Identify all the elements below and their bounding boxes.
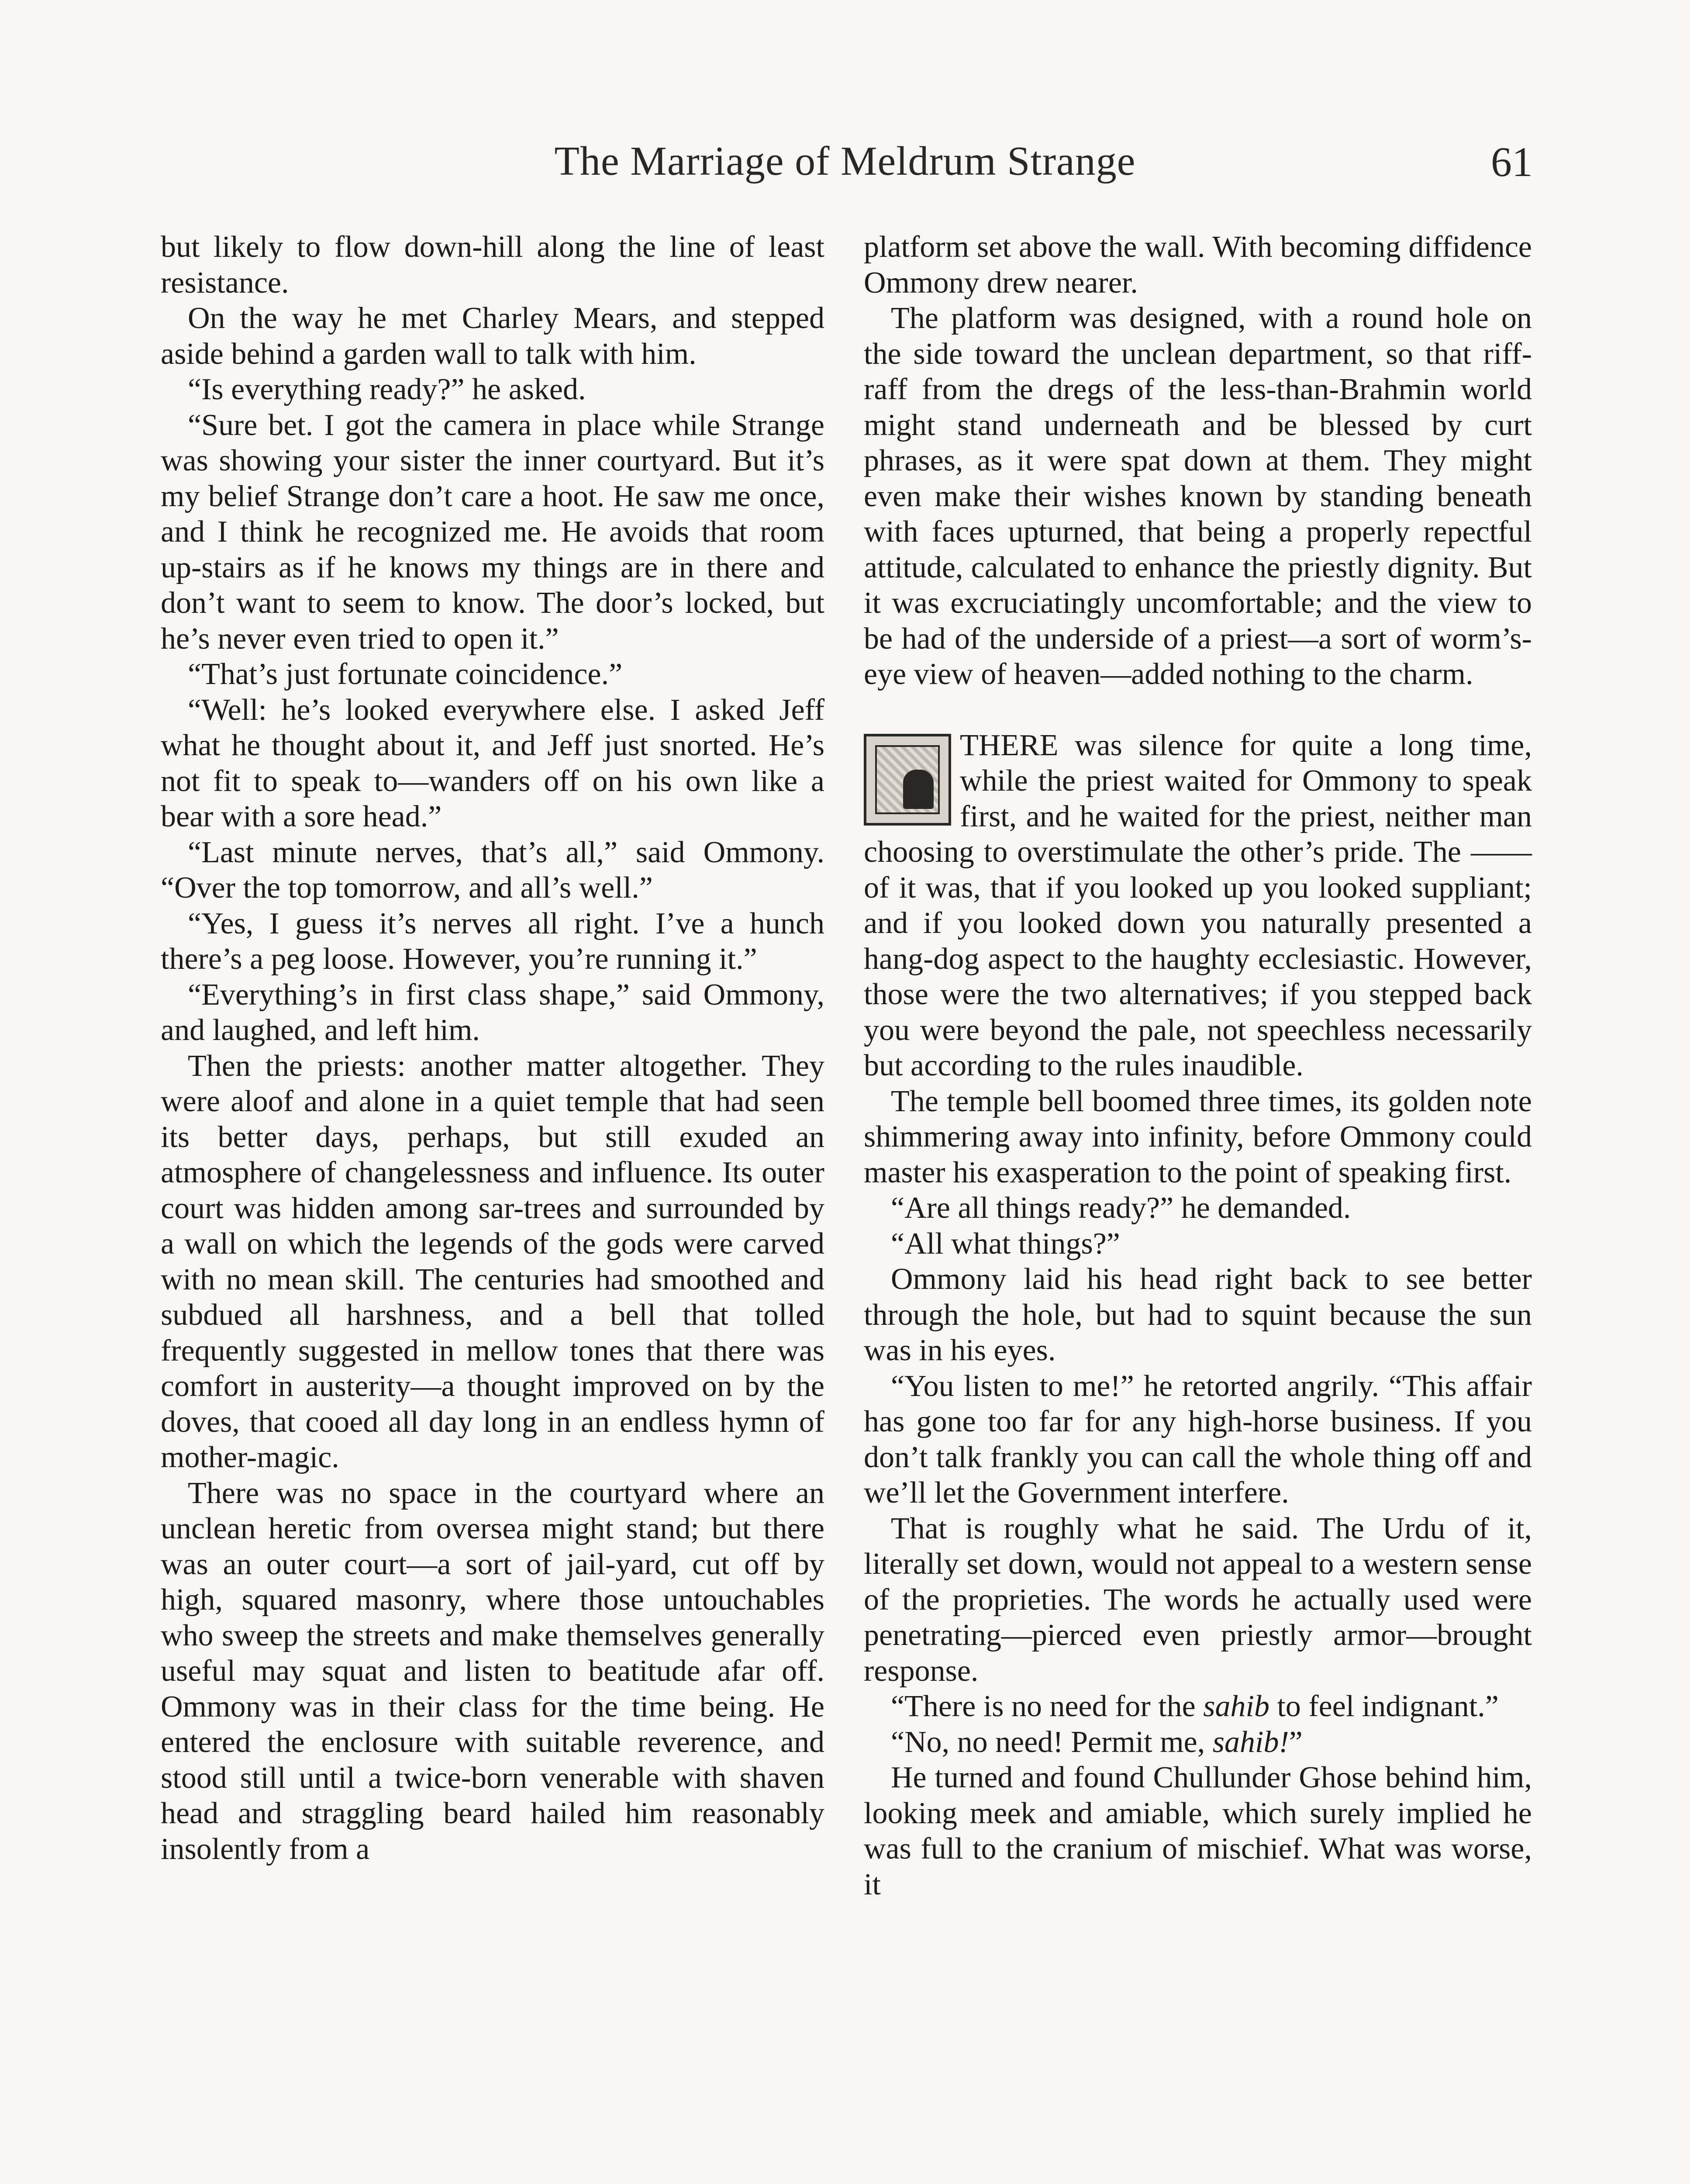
paragraph: “Yes, I guess it’s nerves all right. I’ve a hunch there’s a peg loose. However, you’re running it.” [161,906,824,976]
paragraph: “Sure bet. I got the camera in place while Strange was showing your sister the inner courtyard. But it’s my belief Strange don’t care a hoot. He saw me once, and I think he recognized me. He avoids that room up-stairs as if he knows my things are in there and don’t want to seem to know. The door’s locked, but he’s never even tried to open it.” [161,408,824,656]
paragraph: He turned and found Chullunder Ghose behind him, looking meek and amiable, which surely implied he was full to the cranium of mischief. What was worse, it [864,1761,1532,1901]
paragraph: “That’s just fortunate coincidence.” [188,657,623,691]
page-header [157,120,1533,207]
paragraph: but likely to flow down-hill along the line of least resistance. [161,230,824,300]
paragraph: “You listen to me!” he retorted angrily. “This affair has gone too far for any high-horse business. If you don’t talk frankly you can call the whole thing off and we’ll let the Government interfere. [864,1369,1532,1510]
paragraph: The platform was designed, with a round hole on the side toward the unclean department, so that riff-raff from the dregs of the less-than-Brahmin world might stand underneath and be blessed by curt phrases, as it were spat down at them. They might even make their wishes known by standing beneath with faces upturned, that being a properly repectful attitude, calculated to enhance the priestly dignity. But it was excruciatingly uncomfortable; and the view to be had of the underside of a priest—a sort of worm’s-eye view of heaven—added nothing to the charm. [864,301,1532,691]
dropcap-paragraph-text: THERE was silence for quite a long time, while the priest waited for Ommony to speak first, and he waited for the priest, neither man choosing to overstimulate the other’s pride. The —— of it was, that if you looked up you looked suppliant; and if you looked down you naturally presented a hang-dog aspect to the haughty ecclesiastic. However, those were the two alternatives; if you stepped back you were beyond the pale, not speechless necessarily but according to the rules inaudible. [864,728,1532,1082]
ornamental-initial-icon [864,734,951,826]
paragraph: The temple bell boomed three times, its golden note shimmering away into infinity, before Ommony could master his exasperation to the point of speaking first. [864,1084,1532,1189]
paragraph: On the way he met Charley Mears, and stepped aside behind a garden wall to talk with him. [161,301,824,371]
paragraph: “There is no need for the sahib to feel indignant.” [891,1690,1499,1723]
section-break [864,692,1532,728]
paragraph: That is roughly what he said. The Urdu of it, literally set down, would not appeal to a western sense of the proprieties. The words he actually used were penetrating—pierced even priestly armor—brought response. [864,1511,1532,1688]
paragraph: “No, no need! Permit me, sahib!” [891,1725,1303,1759]
paragraph: “Are all things ready?” he demanded. [891,1191,1351,1225]
paragraph: “Last minute nerves, that’s all,” said Ommony. “Over the top tomorrow, and all’s well.” [161,835,824,905]
dropcap-paragraph [864,728,1532,1084]
right-column [864,229,1532,1902]
italic-word: sahib [1203,1690,1269,1723]
paragraph: Ommony laid his head right back to see better through the hole, but had to squint because the sun was in his eyes. [864,1262,1532,1367]
paragraph: Then the priests: another matter altogether. They were aloof and alone in a quiet temple that had seen its better days, perhaps, but still exuded an atmosphere of changelessness and influence. Its outer court was hidden among sar-trees and surrounded by a wall on which the legends of the gods were carved with no mean skill. The centuries had smoothed and subdued all harshness, and a bell that tolled frequently suggested in mellow tones that there was comfort in austerity—a thought improved on by the doves, that cooed all day long in an endless hymn of mother-magic. [161,1049,824,1474]
paragraph: platform set above the wall. With becoming diffidence Ommony drew nearer. [864,230,1532,300]
italic-word: sahib! [1212,1725,1289,1759]
running-title: The Marriage of Meldrum Strange [554,138,1136,184]
left-column [161,229,824,1867]
paragraph: “All what things?” [891,1227,1120,1261]
paragraph: “Everything’s in first class shape,” said Ommony, and laughed, and left him. [161,978,824,1047]
paragraph: “Is everything ready?” he asked. [188,373,586,406]
paragraph: There was no space in the courtyard where an unclean heretic from oversea might stand; but there was an outer court—a sort of jail-yard, cut off by high, squared masonry, where those untouchables who sweep the streets and make themselves generally useful may squat and listen to beatitude afar off. Ommony was in their class for the time being. He entered the enclosure with suitable reverence, and stood still until a twice-born venerable with shaven head and straggling beard hailed him reasonably insolently from a [161,1476,824,1866]
page-number: 61 [1491,138,1533,185]
paragraph: “Well: he’s looked everywhere else. I asked Jeff what he thought about it, and Jeff just snorted. He’s not fit to speak to—wanders off on his own like a bear with a sore head.” [161,693,824,833]
